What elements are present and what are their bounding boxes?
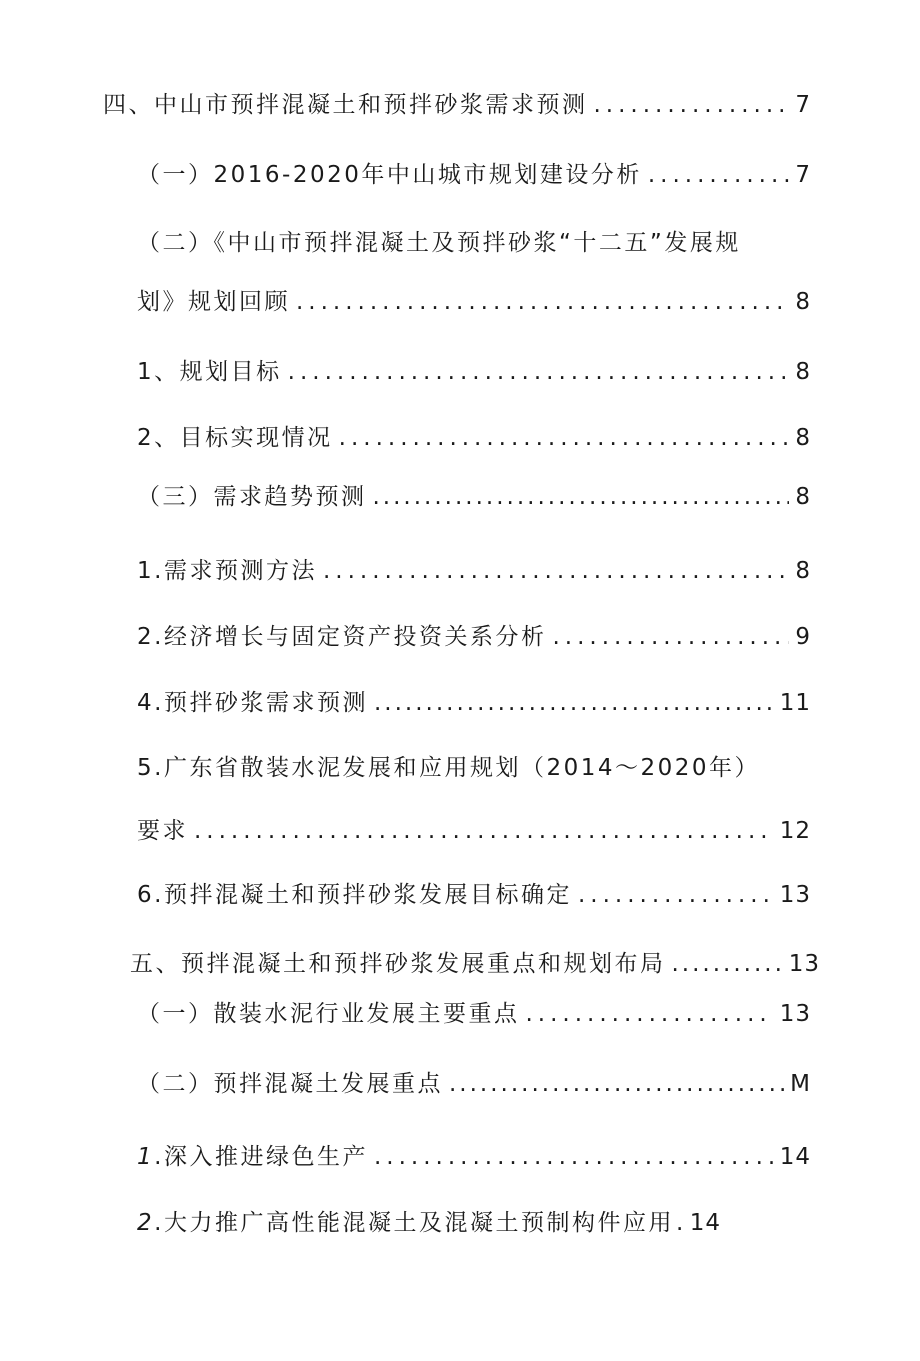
- toc-page-number: 8: [795, 558, 811, 584]
- dot-leader: [339, 425, 790, 451]
- toc-page-number: 8: [795, 289, 811, 315]
- toc-entry[interactable]: [137, 283, 811, 316]
- toc-entry-title: （一）2016-2020年中山城市规划建设分析: [137, 162, 642, 188]
- toc-entry[interactable]: [137, 353, 811, 386]
- toc-page-number: 14: [779, 1144, 811, 1170]
- toc-entry-title: 1.需求预测方法: [137, 558, 317, 584]
- toc-entry-title: 6.预拌混凝土和预拌砂浆发展目标确定: [137, 882, 572, 908]
- toc-entry-title: 四、中山市预拌混凝土和预拌砂浆需求预测: [103, 92, 588, 118]
- toc-page-number: 14: [689, 1210, 721, 1236]
- toc-entry-title[interactable]: 5.广东省散装水泥发展和应用规划（2014～2020年）: [137, 755, 761, 781]
- dot-leader: [373, 484, 790, 510]
- toc-page-number: M: [790, 1071, 811, 1097]
- toc-entry-title: 划》规划回顾: [137, 289, 290, 315]
- toc-entry[interactable]: [137, 1138, 811, 1171]
- dot-leader: [676, 1210, 688, 1236]
- dot-leader: [526, 1001, 774, 1027]
- toc-page-number: 9: [795, 624, 811, 650]
- toc-entry-title: （三）需求趋势预测: [137, 484, 367, 510]
- dot-leader: [323, 558, 789, 584]
- dot-leader: [374, 690, 774, 716]
- dot-leader: [374, 1144, 774, 1170]
- toc-entry-title: 2.经济增长与固定资产投资关系分析: [137, 624, 547, 650]
- toc-page-number: 13: [788, 951, 820, 977]
- toc-entry-title: （二）预拌混凝土发展重点: [137, 1071, 443, 1097]
- toc-entry-title: 2、目标实现情况: [137, 425, 333, 451]
- toc-entry-title: （一）散装水泥行业发展主要重点: [137, 1001, 520, 1027]
- dot-leader: [288, 359, 790, 385]
- dot-leader: [648, 162, 789, 188]
- toc-entry[interactable]: [137, 995, 811, 1028]
- toc-page-number: 8: [795, 359, 811, 385]
- toc-page-number: 11: [779, 690, 811, 716]
- dot-leader: [672, 951, 783, 977]
- toc-entry-text: .大力推广高性能混凝土及混凝土预制构件应用: [154, 1210, 674, 1236]
- toc-page-number: 7: [795, 162, 811, 188]
- toc-page-number: 8: [795, 425, 811, 451]
- toc-entry[interactable]: [137, 876, 811, 909]
- toc-entry[interactable]: [137, 618, 811, 651]
- toc-entry-title[interactable]: （二）《中山市预拌混凝土及预拌砂浆“十二五”发展规: [137, 230, 741, 256]
- dot-leader: [296, 289, 789, 315]
- toc-entry-title: 4.预拌砂浆需求预测: [137, 690, 368, 716]
- toc-page-number: 8: [795, 484, 811, 510]
- toc-entry-title: 要求: [137, 818, 188, 844]
- toc-entry[interactable]: [137, 156, 811, 189]
- dot-leader: [194, 818, 774, 844]
- dot-leader: [578, 882, 774, 908]
- toc-entry[interactable]: [137, 419, 811, 452]
- toc-entry[interactable]: [137, 1204, 721, 1237]
- toc-entry-number: 2: [137, 1210, 155, 1236]
- dot-leader: [594, 92, 790, 118]
- toc-entry[interactable]: [137, 684, 811, 717]
- toc-entry[interactable]: [137, 552, 811, 585]
- toc-entry-title: [137, 1204, 674, 1237]
- toc-entry[interactable]: [137, 1065, 811, 1098]
- toc-entry-number: 1: [137, 1144, 155, 1170]
- toc-entry-title: [137, 1138, 368, 1171]
- toc-entry[interactable]: [137, 478, 811, 511]
- toc-page-number: 12: [779, 818, 811, 844]
- toc-page-number: 7: [795, 92, 811, 118]
- dot-leader: [552, 624, 789, 650]
- toc-page-number: 13: [779, 882, 811, 908]
- dot-leader: [449, 1071, 784, 1097]
- toc-entry[interactable]: [103, 86, 811, 119]
- toc-entry[interactable]: [137, 812, 811, 845]
- toc-entry-title: 五、预拌混凝土和预拌砂浆发展重点和规划布局: [130, 951, 666, 977]
- toc-entry[interactable]: [130, 945, 820, 978]
- toc-entry-text: .深入推进绿色生产: [154, 1144, 368, 1170]
- toc-entry-title: 1、规划目标: [137, 359, 282, 385]
- toc-page-number: 13: [779, 1001, 811, 1027]
